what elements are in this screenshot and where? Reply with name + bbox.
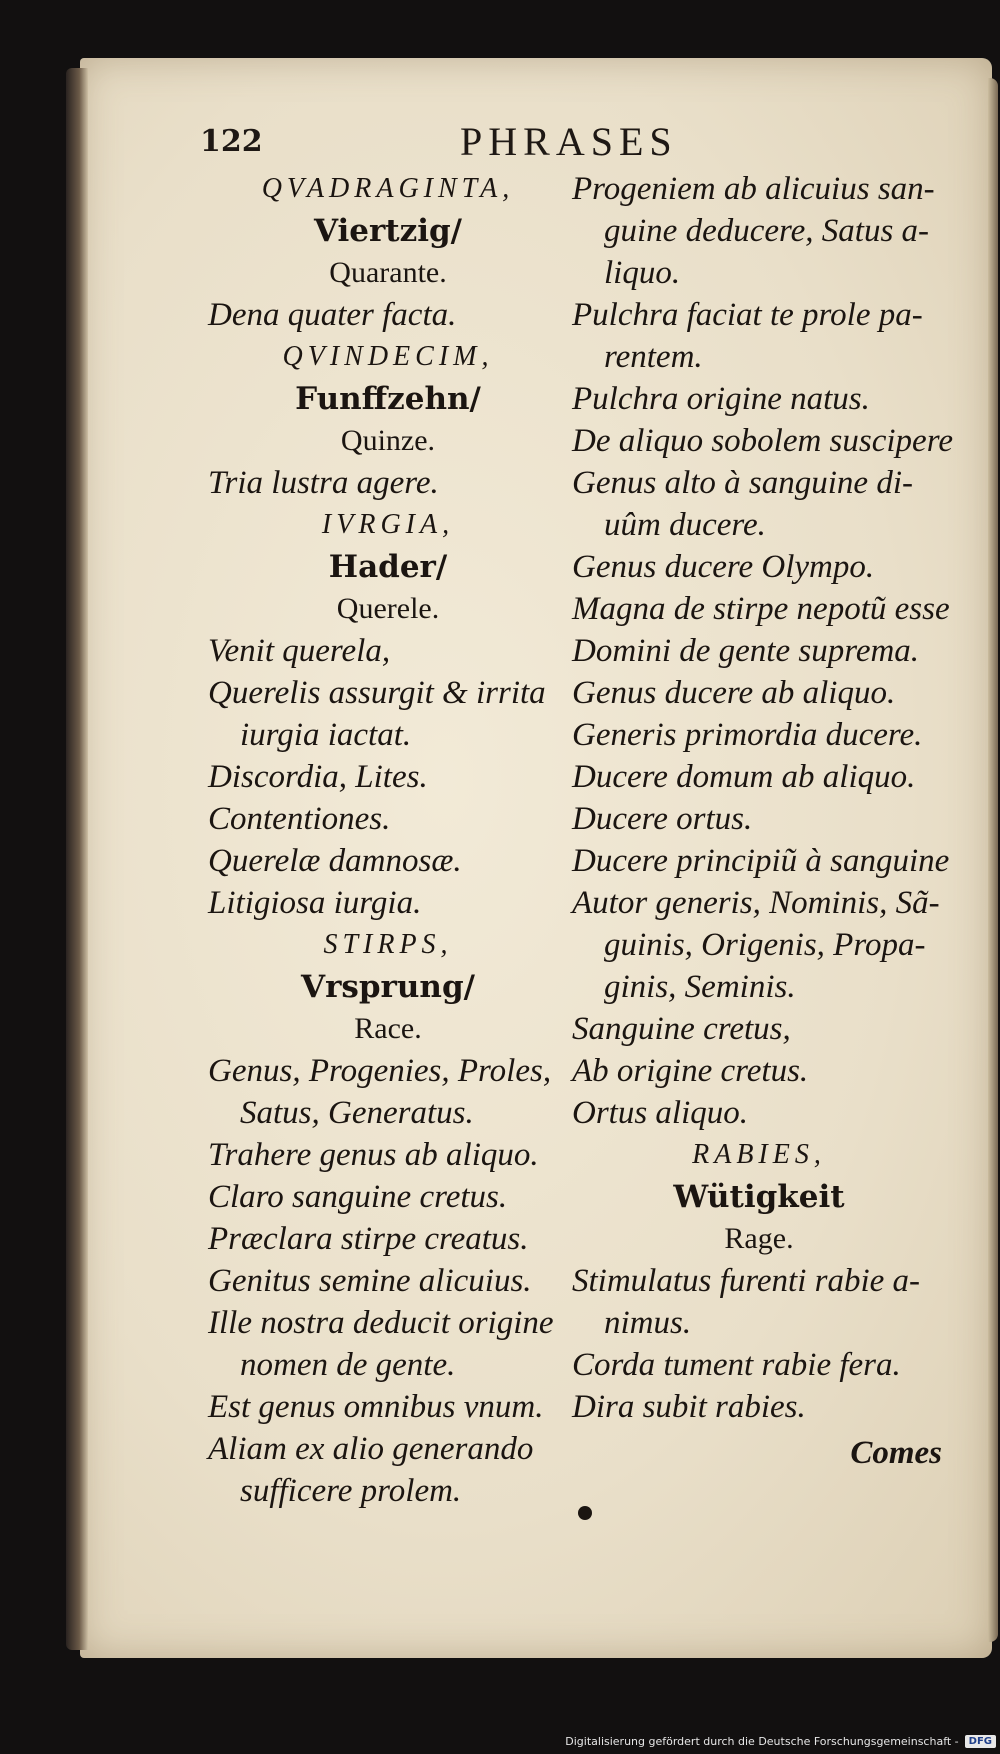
- text-line: Dena quater facta.: [208, 297, 457, 333]
- text-line: Ducere ortus.: [572, 801, 753, 837]
- text-line: Genus, Progenies, Proles,: [208, 1053, 552, 1089]
- text-line: Aliam ex alio generando: [208, 1431, 534, 1467]
- text-line: IVRGIA,: [321, 509, 455, 540]
- text-line: Rage.: [724, 1222, 794, 1255]
- running-head: PHRASES: [460, 119, 678, 164]
- text-line: Discordia, Lites.: [208, 759, 428, 795]
- text-line: Genus alto à sanguine di-: [572, 465, 913, 501]
- text-line: Querelæ damnosæ.: [208, 843, 462, 879]
- text-line: Pulchra faciat te prole pa-: [572, 297, 923, 333]
- text-line: Genus ducere Olympo.: [572, 549, 875, 585]
- text-line: Vrsprung/: [301, 969, 475, 1005]
- text-line: Stimulatus furenti rabie a-: [572, 1263, 921, 1299]
- text-line: Venit querela,: [208, 633, 391, 669]
- text-line: Trahere genus ab aliquo.: [208, 1137, 539, 1173]
- text-line: Hader/: [328, 549, 448, 585]
- page-number: 122: [200, 124, 263, 159]
- text-line: Querele.: [336, 592, 440, 625]
- text-line: Race.: [354, 1012, 422, 1045]
- text-line: Ducere principiũ à sanguine: [572, 843, 950, 879]
- text-line: Litigiosa iurgia.: [208, 885, 422, 921]
- text-line: Ab origine cretus.: [572, 1053, 809, 1089]
- text-line: Tria lustra agere.: [208, 465, 439, 501]
- digitization-footer: [565, 1735, 996, 1748]
- text-line: Wütigkeit: [673, 1179, 845, 1215]
- text-line: Præclara stirpe creatus.: [208, 1221, 529, 1257]
- text-line: Ortus aliquo.: [572, 1095, 749, 1131]
- text-line: rentem.: [604, 339, 703, 375]
- text-line: Magna de stirpe nepotũ esse: [572, 591, 950, 627]
- text-line: sufficere prolem.: [240, 1473, 462, 1509]
- text-line: Dira subit rabies.: [572, 1389, 806, 1425]
- dfg-logo: DFG: [965, 1735, 996, 1748]
- text-line: Est genus omnibus vnum.: [208, 1389, 544, 1425]
- text-line: QVINDECIM,: [282, 341, 494, 372]
- text-line: nomen de gente.: [240, 1347, 456, 1383]
- text-line: Progeniem ab alicuius san-: [572, 171, 935, 207]
- text-line: Quarante.: [329, 256, 447, 289]
- text-line: Generis primordia ducere.: [572, 717, 923, 753]
- text-line: liquo.: [604, 255, 681, 291]
- text-line: nimus.: [604, 1305, 692, 1341]
- text-line: Autor generis, Nominis, Sã-: [572, 885, 940, 921]
- text-line: STIRPS,: [323, 929, 453, 960]
- text-line: De aliquo sobolem suscipere: [572, 423, 953, 459]
- text-line: ginis, Seminis.: [604, 969, 796, 1005]
- text-line: Genitus semine alicuius.: [208, 1263, 532, 1299]
- text-line: Pulchra origine natus.: [572, 381, 870, 417]
- text-line: Genus ducere ab aliquo.: [572, 675, 896, 711]
- text-line: Claro sanguine cretus.: [208, 1179, 508, 1215]
- text-line: guine deducere, Satus a-: [604, 213, 930, 249]
- right-column: [572, 168, 953, 1474]
- text-line: iurgia iactat.: [240, 717, 412, 753]
- footer-credit: Digitalisierung gefördert durch die Deutsche Forschungsgemeinschaft -: [565, 1735, 959, 1748]
- text-line: RABIES,: [692, 1139, 826, 1170]
- text-line: Ducere domum ab aliquo.: [572, 759, 916, 795]
- text-line: Viertzig/: [313, 213, 463, 249]
- text-line: uûm ducere.: [604, 507, 766, 543]
- ornament-dot-icon: [578, 1506, 592, 1520]
- left-column: [208, 168, 568, 1512]
- text-line: Corda tument rabie fera.: [572, 1347, 901, 1383]
- text-line: Contentiones.: [208, 801, 391, 837]
- page-header: [200, 118, 760, 166]
- text-line: guinis, Origenis, Propa-: [604, 927, 926, 963]
- text-line: Sanguine cretus,: [572, 1011, 791, 1047]
- text-line: Satus, Generatus.: [240, 1095, 474, 1131]
- text-line: Funffzehn/: [295, 381, 481, 417]
- text-line: QVADRAGINTA,: [261, 173, 515, 204]
- text-line: Quinze.: [340, 424, 436, 457]
- text-line: Domini de gente suprema.: [572, 633, 920, 669]
- text-line: Ille nostra deducit origine: [208, 1305, 554, 1341]
- text-line: Querelis assurgit & irrita: [208, 675, 546, 711]
- text-line: Comes: [850, 1435, 942, 1471]
